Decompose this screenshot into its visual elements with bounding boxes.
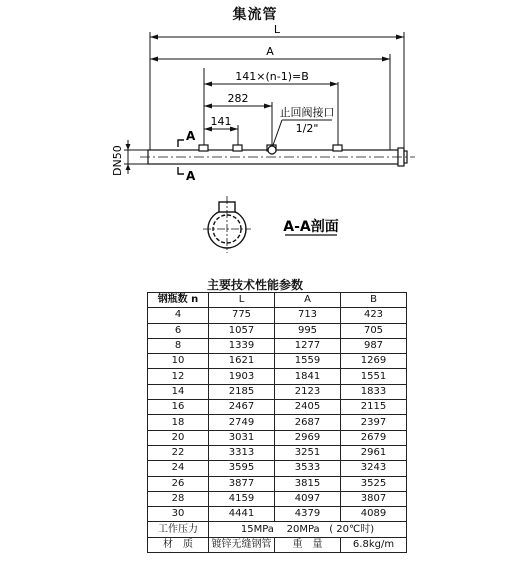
material-label: 材 质 — [148, 537, 209, 552]
cell-cylinders: 16 — [148, 400, 209, 415]
cell-L: 3877 — [209, 476, 275, 491]
cell-L: 1621 — [209, 354, 275, 369]
cell-A: 995 — [275, 323, 341, 338]
cell-A: 2687 — [275, 415, 341, 430]
cell-B: 1551 — [341, 369, 407, 384]
port-2 — [233, 145, 242, 151]
cell-cylinders: 10 — [148, 354, 209, 369]
table-row — [148, 415, 407, 430]
cell-A: 3815 — [275, 476, 341, 491]
cell-cylinders: 28 — [148, 491, 209, 506]
cell-L: 3031 — [209, 430, 275, 445]
section-mark-top: A — [186, 129, 196, 143]
cell-L: 1903 — [209, 369, 275, 384]
cell-L: 3313 — [209, 445, 275, 460]
cell-B: 1833 — [341, 384, 407, 399]
cell-cylinders: 4 — [148, 308, 209, 323]
cell-A: 3533 — [275, 461, 341, 476]
cell-cylinders: 8 — [148, 338, 209, 353]
cell-cylinders: 20 — [148, 430, 209, 445]
cell-cylinders: 22 — [148, 445, 209, 460]
cell-B: 4089 — [341, 507, 407, 522]
cell-cylinders: 24 — [148, 461, 209, 476]
table-row — [148, 400, 407, 415]
table-row — [148, 308, 407, 323]
cell-L: 2467 — [209, 400, 275, 415]
dim-282-label: 282 — [227, 92, 249, 105]
dim-B-label: 141×(n-1)=B — [235, 70, 309, 83]
table-row — [148, 491, 407, 506]
cell-L: 2749 — [209, 415, 275, 430]
material-row — [148, 537, 407, 552]
cell-cylinders: 26 — [148, 476, 209, 491]
cell-A: 4379 — [275, 507, 341, 522]
cell-cylinders: 18 — [148, 415, 209, 430]
cell-B: 3525 — [341, 476, 407, 491]
dim-141-label: 141 — [210, 115, 232, 128]
table-row — [148, 354, 407, 369]
cell-A: 1277 — [275, 338, 341, 353]
cell-B: 423 — [341, 308, 407, 323]
table-header-row — [148, 293, 407, 308]
port-4 — [333, 145, 342, 151]
table-row — [148, 338, 407, 353]
table-title: 主要技术性能参数 — [206, 278, 303, 292]
cell-L: 1339 — [209, 338, 275, 353]
weight-label: 重 量 — [275, 537, 341, 552]
table-row — [148, 507, 407, 522]
valve-port-label: 止回阀接口 — [279, 106, 335, 119]
cell-A: 1559 — [275, 354, 341, 369]
cell-B: 705 — [341, 323, 407, 338]
cell-A: 713 — [275, 308, 341, 323]
pressure-row — [148, 522, 407, 537]
dn-label: DN50 — [111, 145, 124, 176]
cell-A: 3251 — [275, 445, 341, 460]
cell-B: 2115 — [341, 400, 407, 415]
cell-L: 2185 — [209, 384, 275, 399]
cell-cylinders: 12 — [148, 369, 209, 384]
table-row — [148, 430, 407, 445]
table-row — [148, 369, 407, 384]
cell-B: 3243 — [341, 461, 407, 476]
cell-L: 4441 — [209, 507, 275, 522]
table-row — [148, 323, 407, 338]
cell-L: 775 — [209, 308, 275, 323]
cell-L: 3595 — [209, 461, 275, 476]
table-row — [148, 445, 407, 460]
cell-cylinders: 14 — [148, 384, 209, 399]
cell-A: 2123 — [275, 384, 341, 399]
weight-value: 6.8kg/m — [341, 537, 407, 552]
cell-L: 4159 — [209, 491, 275, 506]
dim-L-label: L — [273, 23, 281, 36]
pressure-value: 15MPa 20MPa ( 20℃时) — [209, 522, 407, 537]
cell-A: 2405 — [275, 400, 341, 415]
table-row — [148, 461, 407, 476]
dim-A-label: A — [266, 45, 274, 58]
port-1 — [199, 145, 208, 151]
header-A: A — [275, 293, 341, 308]
section-mark-bottom: A — [186, 169, 196, 183]
valve-size-label: 1/2" — [295, 122, 319, 135]
header-B: B — [341, 293, 407, 308]
manifold-drawing — [0, 0, 510, 260]
cell-cylinders: 6 — [148, 323, 209, 338]
cell-A: 4097 — [275, 491, 341, 506]
cell-B: 3807 — [341, 491, 407, 506]
cell-cylinders: 30 — [148, 507, 209, 522]
cell-B: 2961 — [341, 445, 407, 460]
cell-A: 1841 — [275, 369, 341, 384]
cell-B: 1269 — [341, 354, 407, 369]
cell-L: 1057 — [209, 323, 275, 338]
material-value: 镀锌无缝钢管 — [209, 537, 275, 552]
cell-A: 2969 — [275, 430, 341, 445]
cell-B: 2397 — [341, 415, 407, 430]
cell-B: 987 — [341, 338, 407, 353]
spec-table — [147, 292, 407, 553]
header-cylinders: 钢瓶数 n — [148, 293, 209, 308]
header-L: L — [209, 293, 275, 308]
cell-B: 2679 — [341, 430, 407, 445]
page-title: 集流管 — [232, 7, 278, 23]
table-row — [148, 384, 407, 399]
table-row — [148, 476, 407, 491]
pressure-label: 工作压力 — [148, 522, 209, 537]
section-title: A-A剖面 — [283, 219, 339, 235]
